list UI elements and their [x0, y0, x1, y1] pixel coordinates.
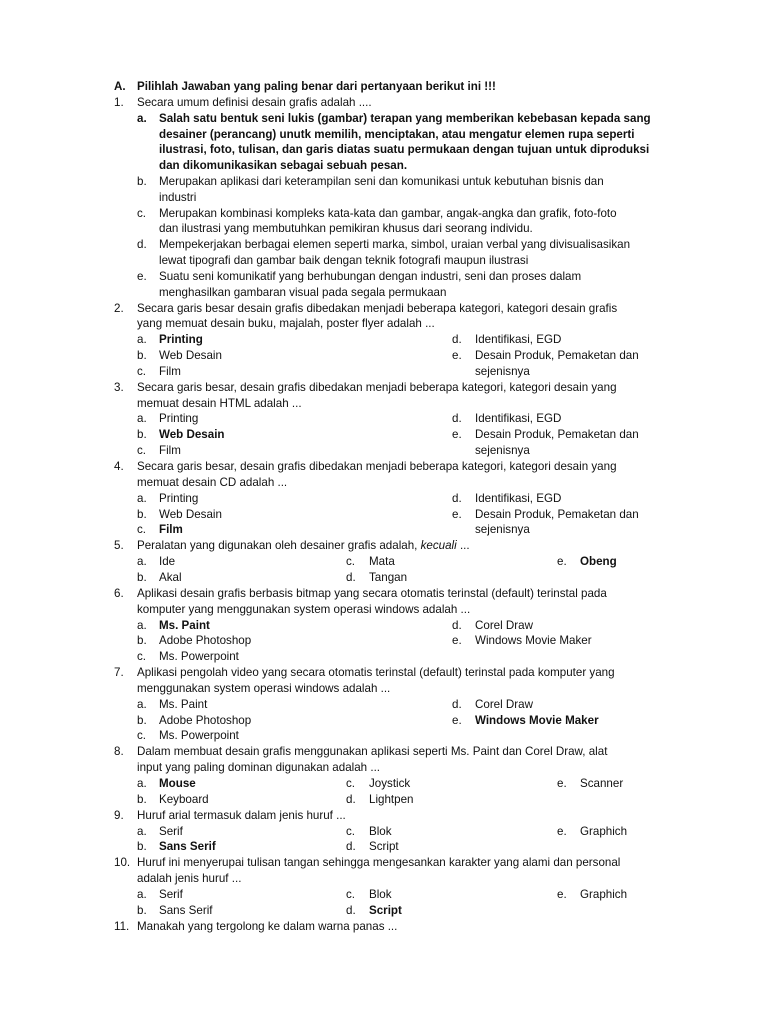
option-marker: b.: [137, 840, 147, 853]
question-text: memuat desain CD adalah ...: [137, 476, 288, 489]
option-marker: a.: [137, 555, 147, 568]
option-marker: a.: [137, 777, 147, 790]
option-marker: a.: [137, 825, 147, 838]
option-marker: c.: [137, 207, 147, 220]
option-marker: c.: [346, 888, 356, 901]
option-marker: e.: [557, 777, 567, 790]
option-marker: d.: [137, 238, 147, 251]
option-marker: d.: [452, 492, 462, 505]
option-b-text: Adobe Photoshop: [159, 634, 252, 647]
option-e-text: Graphich: [580, 888, 628, 901]
option-c-text: Ms. Powerpoint: [159, 729, 239, 742]
option-d-text: Lightpen: [369, 793, 414, 806]
question-text: input yang paling dominan digunakan adalah ...: [137, 761, 381, 774]
question-text: Dalam membuat desain grafis menggunakan aplikasi seperti Ms. Paint dan Corel Draw, alat: [137, 745, 608, 758]
option-d-text: Identifikasi, EGD: [475, 412, 562, 425]
option-marker: b.: [137, 571, 147, 584]
option-b-text: Sans Serif: [159, 840, 216, 853]
option-marker: d.: [452, 333, 462, 346]
option-d-text: Script: [369, 840, 399, 853]
option-marker: c.: [137, 523, 147, 536]
option-c-text: Blok: [369, 825, 392, 838]
option-marker: c.: [137, 365, 147, 378]
option-marker: d.: [452, 619, 462, 632]
option-marker: a.: [137, 412, 147, 425]
option-b-text: Sans Serif: [159, 904, 213, 917]
option-e-text: sejenisnya: [475, 365, 530, 378]
option-marker: c.: [137, 729, 147, 742]
section-marker: A.: [114, 80, 126, 93]
option-b-text: Web Desain: [159, 508, 222, 521]
option-marker: c.: [346, 777, 356, 790]
option-e-text: Desain Produk, Pemaketan dan: [475, 428, 639, 441]
option-c-text: Merupakan kombinasi kompleks kata-kata dan gambar, angak-angka dan grafik, foto-foto: [159, 207, 617, 220]
question-number: 1.: [114, 96, 124, 109]
question-text: Secara umum definisi desain grafis adalah ....: [137, 96, 372, 109]
option-marker: b.: [137, 349, 147, 362]
option-marker: d.: [346, 904, 356, 917]
option-b-text: Merupakan aplikasi dari keterampilan seni dan komunikasi untuk kebutuhan bisnis dan: [159, 175, 604, 188]
option-marker: b.: [137, 634, 147, 647]
question-number: 7.: [114, 666, 124, 679]
option-d-text: Script: [369, 904, 402, 917]
option-marker: a.: [137, 619, 147, 632]
option-a-text: Ms. Paint: [159, 619, 210, 632]
option-e-text: Desain Produk, Pemaketan dan: [475, 349, 639, 362]
option-c-text: Joystick: [369, 777, 411, 790]
option-marker: d.: [346, 840, 356, 853]
option-marker: c.: [346, 825, 356, 838]
option-c-text: Mata: [369, 555, 395, 568]
question-text: Aplikasi desain grafis berbasis bitmap yang secara otomatis terinstal (default) terinstal pada: [137, 587, 607, 600]
option-a-text: Ms. Paint: [159, 698, 208, 711]
option-marker: c.: [137, 650, 147, 663]
option-marker: e.: [557, 888, 567, 901]
option-d-text: Corel Draw: [475, 619, 533, 632]
option-marker: b.: [137, 904, 147, 917]
option-a-text: Printing: [159, 333, 203, 346]
option-e-text: Obeng: [580, 555, 617, 568]
option-marker: b.: [137, 428, 147, 441]
option-marker: a.: [137, 333, 147, 346]
option-a-text: Serif: [159, 888, 183, 901]
option-e-text: Windows Movie Maker: [475, 634, 592, 647]
option-marker: e.: [137, 270, 147, 283]
option-marker: e.: [557, 555, 567, 568]
option-marker: d.: [452, 698, 462, 711]
option-e-text: Desain Produk, Pemaketan dan: [475, 508, 639, 521]
option-a-text: dan dikomunikasikan sebagai sebuah pesan.: [159, 159, 408, 172]
option-c-text: Film: [159, 523, 183, 536]
question-text: memuat desain HTML adalah ...: [137, 397, 302, 410]
question-text: Manakah yang tergolong ke dalam warna panas ...: [137, 920, 398, 933]
option-e-text: menghasilkan gambaran visual pada segala permukaan: [159, 286, 447, 299]
option-marker: d.: [346, 571, 356, 584]
section-heading: Pilihlah Jawaban yang paling benar dari pertanyaan berikut ini !!!: [137, 80, 496, 93]
option-b-text: Web Desain: [159, 428, 225, 441]
question-text: Secara garis besar, desain grafis dibedakan menjadi beberapa kategori, kategori desain yang: [137, 381, 617, 394]
question-text: adalah jenis huruf ...: [137, 872, 242, 885]
option-marker: b.: [137, 793, 147, 806]
option-marker: b.: [137, 508, 147, 521]
option-c-text: Ms. Powerpoint: [159, 650, 239, 663]
option-e-text: Windows Movie Maker: [475, 714, 599, 727]
question-text: Aplikasi pengolah video yang secara otomatis terinstal (default) terinstal pada komputer yang: [137, 666, 615, 679]
question-number: 11.: [114, 920, 130, 933]
option-b-text: industri: [159, 191, 197, 204]
option-b-text: Adobe Photoshop: [159, 714, 252, 727]
option-marker: e.: [452, 349, 462, 362]
option-e-text: sejenisnya: [475, 523, 530, 536]
question-number: 2.: [114, 302, 124, 315]
option-marker: d.: [452, 412, 462, 425]
option-c-text: Film: [159, 365, 181, 378]
option-a-text: ilustrasi, foto, tulisan, dan garis diatas suatu permukaan dengan tujuan untuk diproduksi: [159, 143, 650, 156]
option-a-text: Salah satu bentuk seni lukis (gambar) terapan yang memberikan kebebasan kepada sang: [159, 112, 651, 125]
option-marker: e.: [557, 825, 567, 838]
option-marker: a.: [137, 112, 147, 125]
option-c-text: Blok: [369, 888, 392, 901]
question-text: Secara garis besar, desain grafis dibedakan menjadi beberapa kategori, kategori desain yang: [137, 460, 617, 473]
option-a-text: Printing: [159, 412, 199, 425]
question-text: menggunakan system operasi windows adalah ...: [137, 682, 391, 695]
option-e-text: Suatu seni komunikatif yang berhubungan dengan industri, seni dan proses dalam: [159, 270, 582, 283]
option-marker: e.: [452, 714, 462, 727]
option-a-text: Printing: [159, 492, 199, 505]
option-d-text: Tangan: [369, 571, 408, 584]
option-c-text: Film: [159, 444, 181, 457]
option-d-text: Mempekerjakan berbagai elemen seperti marka, simbol, uraian verbal yang divisualisasikan: [159, 238, 631, 251]
question-number: 6.: [114, 587, 124, 600]
question-text: Huruf ini menyerupai tulisan tangan sehingga mengesankan karakter yang alami dan personal: [137, 856, 621, 869]
question-text: Secara garis besar desain grafis dibedakan menjadi beberapa kategori, kategori desain grafis: [137, 302, 618, 315]
option-marker: a.: [137, 698, 147, 711]
question-number: 8.: [114, 745, 124, 758]
option-b-text: Keyboard: [159, 793, 209, 806]
option-d-text: Corel Draw: [475, 698, 533, 711]
option-marker: a.: [137, 888, 147, 901]
option-marker: b.: [137, 175, 147, 188]
option-b-text: Web Desain: [159, 349, 222, 362]
option-marker: e.: [452, 428, 462, 441]
option-marker: e.: [452, 634, 462, 647]
option-a-text: Ide: [159, 555, 176, 568]
option-e-text: Scanner: [580, 777, 624, 790]
option-e-text: Graphich: [580, 825, 628, 838]
option-marker: a.: [137, 492, 147, 505]
option-marker: c.: [137, 444, 147, 457]
question-text: komputer yang menggunakan system operasi windows adalah ...: [137, 603, 471, 616]
option-marker: b.: [137, 714, 147, 727]
option-d-text: Identifikasi, EGD: [475, 492, 562, 505]
option-c-text: dan ilustrasi yang membutuhkan pemikiran khusus dari seorang individu.: [159, 222, 533, 235]
option-d-text: lewat tipografi dan gambar baik dengan teknik fotografi maupun ilustrasi: [159, 254, 529, 267]
option-d-text: Identifikasi, EGD: [475, 333, 562, 346]
option-b-text: Akal: [159, 571, 182, 584]
question-text: Peralatan yang digunakan oleh desainer grafis adalah, kecuali ...: [137, 539, 470, 552]
option-e-text: sejenisnya: [475, 444, 530, 457]
option-marker: e.: [452, 508, 462, 521]
question-number: 3.: [114, 381, 124, 394]
option-marker: c.: [346, 555, 356, 568]
question-text: yang memuat desain buku, majalah, poster flyer adalah ...: [137, 317, 435, 330]
question-number: 5.: [114, 539, 124, 552]
option-a-text: Serif: [159, 825, 183, 838]
question-number: 4.: [114, 460, 124, 473]
option-marker: d.: [346, 793, 356, 806]
question-text: Huruf arial termasuk dalam jenis huruf ...: [137, 809, 346, 822]
option-a-text: desainer (perancang) unutk memilih, menciptakan, atau mengatur elemen rupa seperti: [159, 128, 635, 141]
question-number: 9.: [114, 809, 124, 822]
option-a-text: Mouse: [159, 777, 196, 790]
question-number: 10.: [114, 856, 131, 869]
